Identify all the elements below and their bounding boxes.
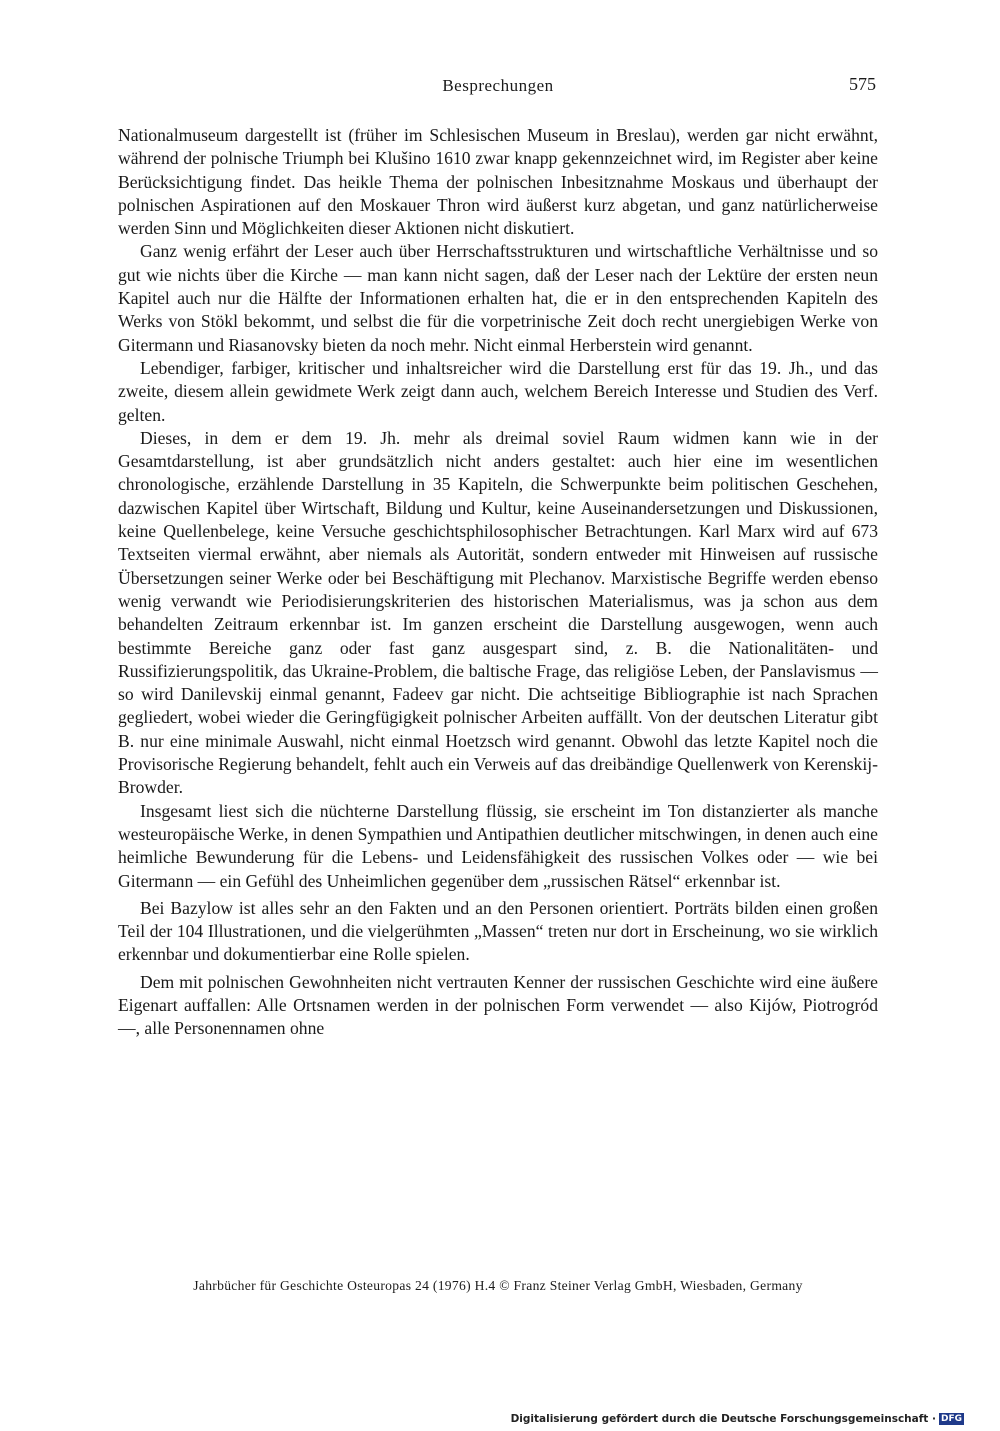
paragraph-3: Lebendiger, farbiger, kritischer und inhaltsreicher wird die Darstellung erst für das 19. Jh., und das zweite, diesem allein gewidmete Werk zeigt dann auch, welchem Bereich Interesse und Studien des Verf. gelten. (118, 357, 878, 425)
journal-citation: Jahrbücher für Geschichte Osteuropas 24 (1976) H.4 © Franz Steiner Verlag GmbH, Wiesbaden, Germany (193, 1278, 803, 1293)
paragraph-5: Insgesamt liest sich die nüchterne Darstellung flüssig, sie erscheint im Ton distanzierter als manche westeuropäische Werke, in denen Sympathien und Antipathien deutlicher mitschwingen, in denen auch eine heimliche Bewunderung für die Lebens- und Leidensfähigkeit des russischen Volkes oder — wie bei Gitermann — ein Gefühl des Unheimlichen gegenüber dem „russischen Rätsel“ erkennbar ist. (118, 800, 878, 891)
paragraph-4: Dieses, in dem er dem 19. Jh. mehr als dreimal soviel Raum widmen kann wie in der Gesamtdarstellung, ist aber grundsätzlich nicht anders gestaltet: auch hier eine im wesentlichen chronologische, erzählende Darstellung in 35 Kapiteln, die Schwerpunkte beim politischen Geschehen, dazwischen Kapitel über Wirtschaft, Bildung und Kultur, keine Auseinandersetzungen und Diskussionen, keine Quellenbelege, keine Versuche geschichtsphilosophischer Betrachtungen. Karl Marx wird auf 673 Textseiten viermal erwähnt, aber niemals als Autorität, sondern entweder mit Hinweisen auf russische Übersetzungen seiner Werke oder bei Beschäftigung mit Plechanov. Marxistische Begriffe werden ebenso wenig verwandt wie Periodisierungskriterien des historischen Materialismus, was ja schon aus dem behandelten Zeitraum erkennbar ist. Im ganzen erscheint die Darstellung ausgewogen, wenn auch bestimmte Bereiche ganz oder fast ganz ausgespart sind, z. B. die Nationalitäten- und Russifizierungspolitik, das Ukraine-Problem, die baltische Frage, das religiöse Leben, der Panslavismus — so wird Danilevskij einmal genannt, Fadeev gar nicht. Die achtseitige Bibliographie ist nach Sprachen gegliedert, wobei wieder die Geringfügigkeit polnischer Arbeiten auffällt. Von der deutschen Literatur gibt B. nur eine minimale Auswahl, nicht einmal Hoetzsch wird genannt. Obwohl das letzte Kapitel noch die Provisorische Regierung behandelt, fehlt auch ein Verweis auf das dreibändige Quellenwerk von Kerenskij-Browder. (118, 427, 878, 798)
running-head: Besprechungen (442, 76, 554, 95)
credit-text: Digitalisierung gefördert durch die Deutsche Forschungsgemeinschaft · (510, 1413, 936, 1425)
paragraph-7: Dem mit polnischen Gewohnheiten nicht vertrauten Kenner der russischen Geschichte wird eine äußere Eigenart auffallen: Alle Ortsnamen werden in der polnischen Form verwendet — also Kijów, Piotrogród —, alle Personennamen ohne (118, 971, 878, 1039)
page-header (118, 74, 878, 104)
page-number: 575 (849, 74, 876, 94)
paragraph-2: Ganz wenig erfährt der Leser auch über Herrschaftsstrukturen und wirtschaftliche Verhältnisse und so gut wie nichts über die Kirche — man kann nicht sagen, daß der Leser nach der Lektüre der ersten neun Kapitel auch nur die Hälfte der Informationen erhalten hat, die er in den entsprechenden Kapiteln des Werks von Stökl bekommt, und selbst die für die vorpetrinische Zeit doch recht unergiebigen Werke von Gitermann und Riasanovsky bieten da noch mehr. Nicht einmal Herberstein wird genannt. (118, 241, 878, 355)
dfg-logo: DFG (940, 1414, 962, 1424)
article-body (118, 124, 878, 1041)
digitization-credit (511, 1413, 964, 1425)
paragraph-6: Bei Bazylow ist alles sehr an den Fakten und an den Personen orientiert. Porträts bilden einen großen Teil der 104 Illustrationen, und die vielgerühmten „Massen“ treten nur dort in Erscheinung, wo sie wirklich erkennbar und dokumentierbar eine Rolle spielen. (118, 897, 878, 965)
paragraph-1: Nationalmuseum dargestellt ist (früher im Schlesischen Museum in Breslau), werden gar nicht erwähnt, während der polnische Triumph bei Klušino 1610 zwar knapp gekennzeichnet wird, im Register aber keine Berücksichtigung findet. Das heikle Thema der polnischen Inbesitznahme Moskaus und überhaupt der polnischen Aspirationen auf den Moskauer Thron wird äußerst kurz abgetan, und ganz natürlicherweise werden Sinn und Möglichkeiten dieser Aktionen nicht diskutiert. (118, 125, 878, 239)
